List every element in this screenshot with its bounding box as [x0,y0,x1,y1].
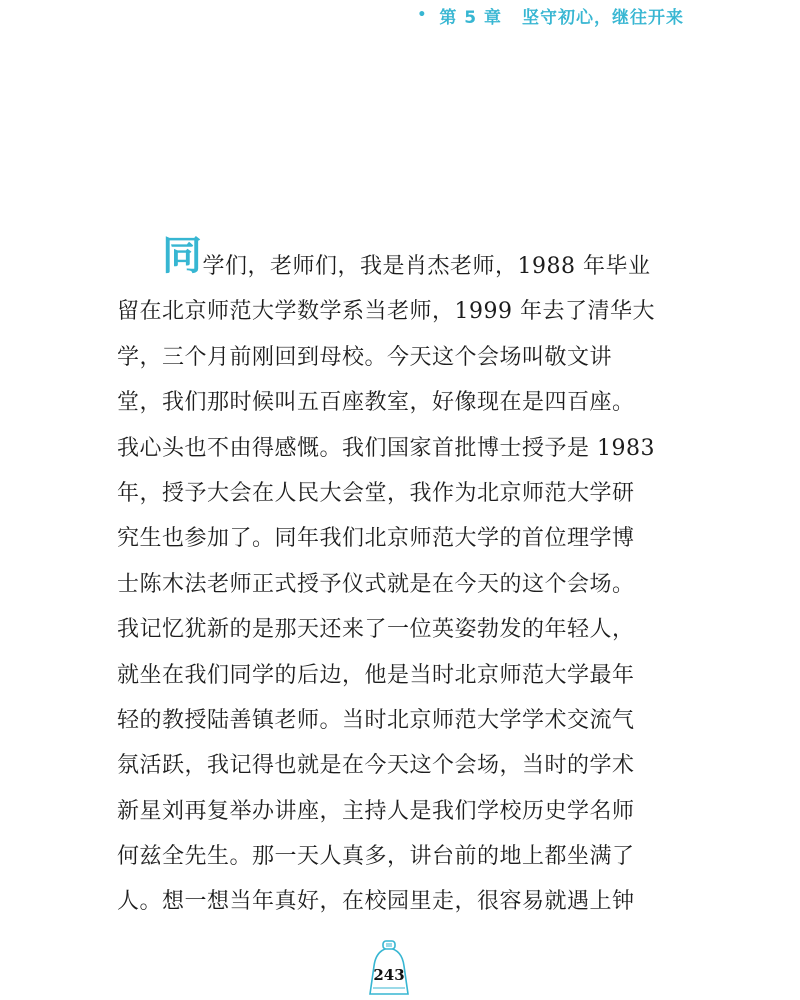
chapter-label: 第 5 章 [439,7,502,28]
text-line: 就坐在我们同学的后边，他是当时北京师范大学最年 [117,662,635,688]
text-line: 我心头也不由得感慨。我们国家首批博士授予是 1983 [117,435,655,461]
text-line: 年，授予大会在人民大会堂，我作为北京师范大学研 [117,480,635,506]
running-header [417,4,684,26]
chapter-title: 坚守初心，继往开来 [522,7,684,28]
article-body [117,233,667,925]
header-bullet: • [417,7,428,23]
text-line: 留在北京师范大学数学系当老师，1999 年去了清华大 [117,299,655,325]
text-line: 新星刘再复举办讲座，主持人是我们学校历史学名师 [117,798,635,824]
page-number-badge [364,938,414,996]
text-line: 轻的教授陆善镇老师。当时北京师范大学学术交流气 [117,707,635,733]
text-line: 堂，我们那时候叫五百座教室，好像现在是四百座。 [117,390,635,416]
text-line: 究生也参加了。同年我们北京师范大学的首位理学博 [117,526,635,552]
text-line: 人。想一想当年真好，在校园里走，很容易就遇上钟 [117,889,635,915]
text-line: 学，三个月前刚回到母校。今天这个会场叫敬文讲 [117,344,613,370]
text-line: 何兹全先生。那一天人真多，讲台前的地上都坐满了 [117,844,635,870]
text-line [117,233,667,289]
text-line: 士陈木法老师正式授予仪式就是在今天的这个会场。 [117,571,635,597]
text-line: 氛活跃，我记得也就是在今天这个会场，当时的学术 [117,753,635,779]
line-text: 学们，老师们，我是肖杰老师，1988 年毕业 [202,254,651,279]
page-number: 243 [373,966,405,984]
drop-cap: 同 [162,233,203,279]
text-line: 我记忆犹新的是那天还来了一位英姿勃发的年轻人， [117,617,635,643]
